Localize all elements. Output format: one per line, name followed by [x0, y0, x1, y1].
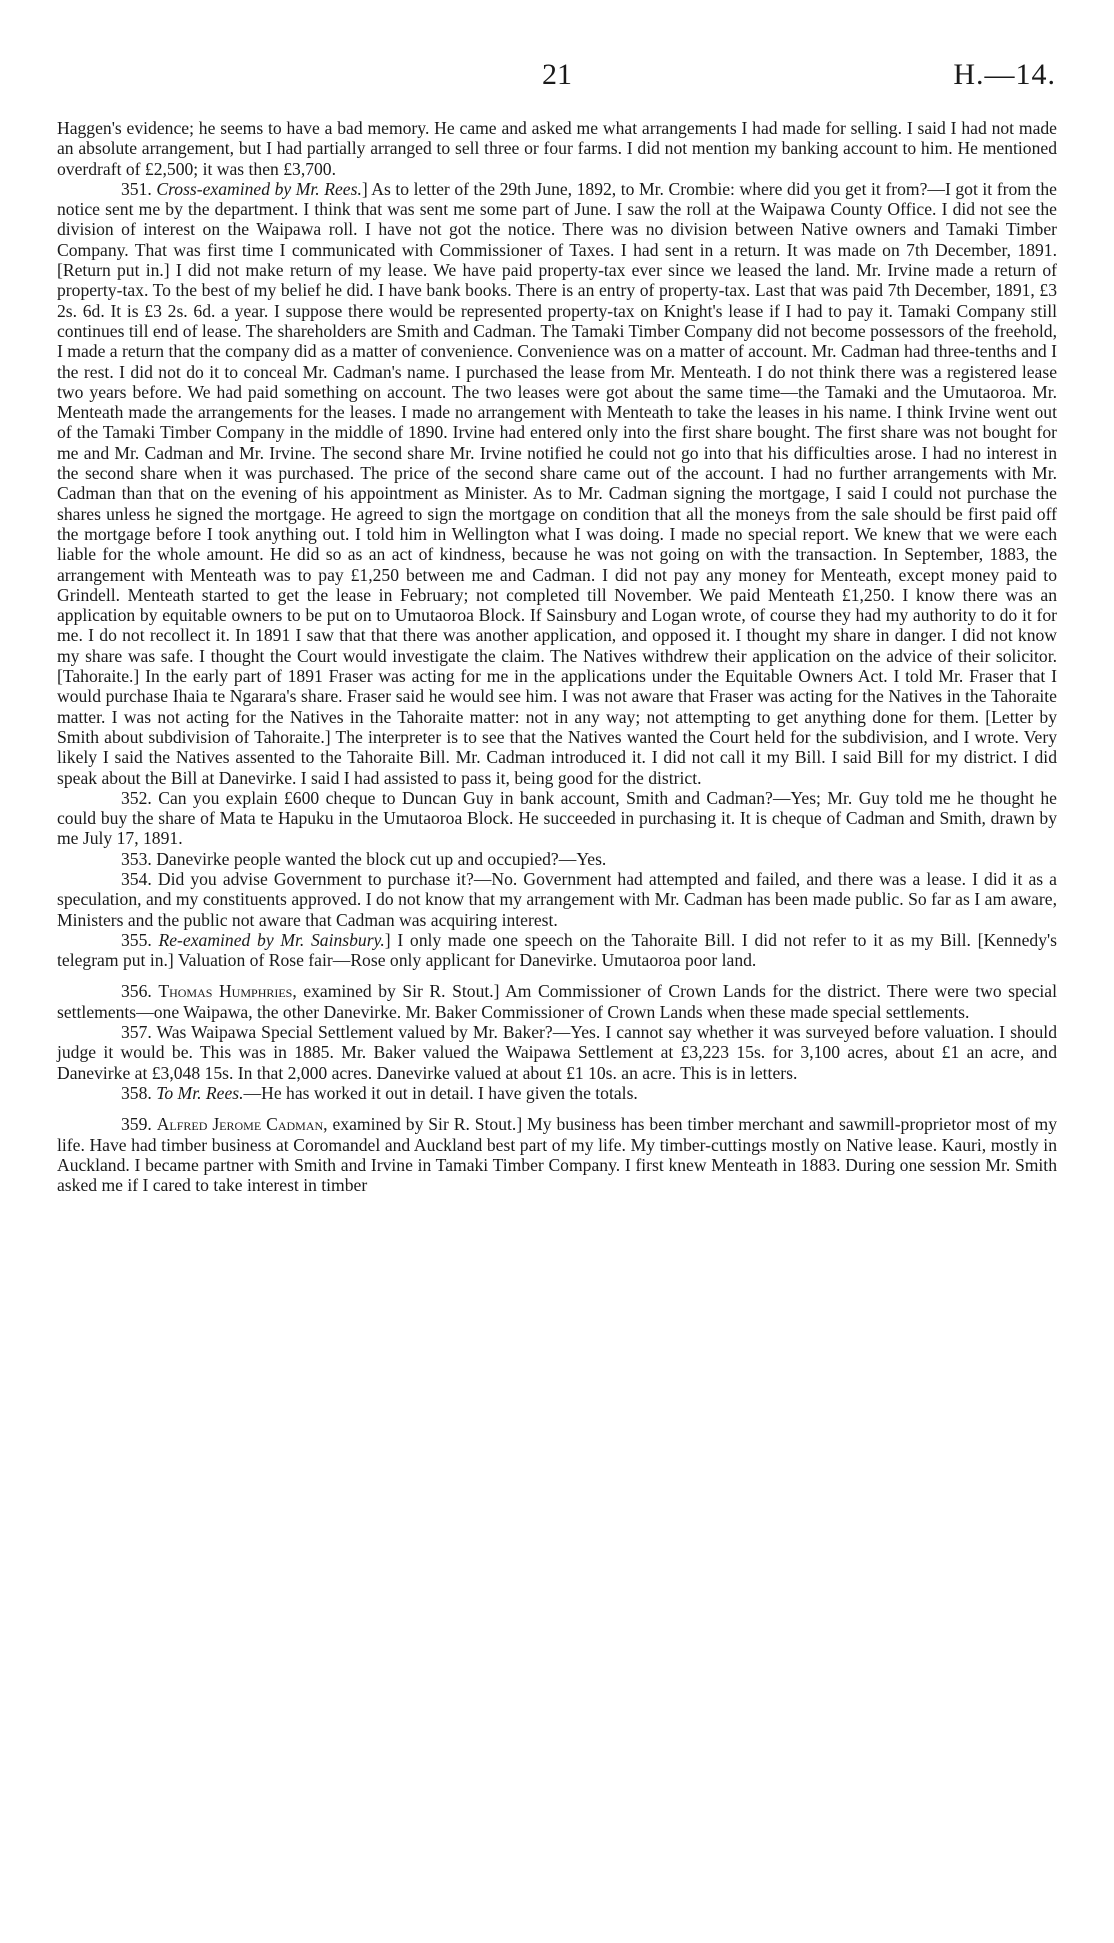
paragraph-text: 355.: [121, 929, 159, 950]
paragraph-text: 358.: [121, 1082, 157, 1103]
paragraph-text: ] I only made one speech on the Tahoraite Bill. I did not refer to it as my Bill. [Kennedy's telegram put in.] Valuation of Rose fair—Rose only applicant for Danevirke. Umutaoroa poor land.: [57, 929, 1058, 971]
paragraph-text: 351.: [121, 178, 157, 199]
paragraph-359: [57, 1114, 1057, 1195]
paragraph-text: 354. Did you advise Government to purchase it?—No. Government had attempted and failed, and there was a lease. I did it as a speculation, and my constituents approved. I do not know that my arrangement with Mr. Cadman has been made public. So far as I am aware, Ministers and the public not aware that Cadman was acquiring interest.: [57, 868, 1057, 930]
paragraph-357: [57, 1022, 1057, 1083]
paragraph-text: —He has worked it out in detail. I have given the totals.: [243, 1082, 638, 1103]
examiner-phrase: Cross-examined by Mr. Rees.: [156, 178, 362, 199]
paragraph-358: [57, 1083, 1057, 1103]
page-number: 21: [542, 58, 572, 91]
paragraph-text: , examined by Sir R. Stout.] My business has been timber merchant and sawmill-proprietor most of my life. Have had timber business at Coromandel and Auckland best part of my life. My timber-cuttings mostly on Native lease. Kauri, mostly in Auckland. I became partner with Smith and Irvine in Tamaki Timber Company. I first knew Menteath in 1883. During one session Mr. Smith asked me if I cared to take interest in timber: [57, 1114, 1057, 1196]
witness-name: Thomas Humphries: [158, 981, 293, 1002]
paragraph-351: [57, 179, 1057, 788]
paragraph-text: 359.: [121, 1114, 157, 1135]
paragraph-text: 352. Can you explain £600 cheque to Duncan Guy in bank account, Smith and Cadman?—Yes; Mr. Guy told me he thought he could buy the share of Mata te Hapuku in the Umutaoroa Block. He succeeded in purchasing it. It is cheque of Cadman and Smith, drawn by me July 17, 1891.: [57, 787, 1057, 849]
paper-reference: H.—14.: [953, 58, 1056, 91]
paragraph-354: [57, 869, 1057, 930]
paragraph-text: Haggen's evidence; he seems to have a bad memory. He came and asked me what arrangements I had made for selling. I said I had not made an absolute arrangement, but I had partially arranged to sell three or four farms. I did not mention my banking account to him. He mentioned overdraft of £2,500; it was then £3,700.: [57, 118, 1057, 179]
page-header: [0, 58, 1114, 98]
paragraph-text: ] As to letter of the 29th June, 1892, to Mr. Crombie: where did you get it from?—I got it from the notice sent me by the department. I think that was sent me some part of June. I saw the roll at the Waipawa County Office. I did not see the division of interest on the Waipawa roll. I have not got the notice. There was no division between Native owners and Tamaki Timber Company. That was first time I communicated with Commissioner of Taxes. I had sent in a return. It was made on 7th December, 1891. [Return put in.] I did not make return of my lease. We have paid property-tax ever since we leased the land. Mr. Irvine made a return of property-tax. To the best of my belief he did. I have bank books. There is an entry of property-tax. Last that was paid 7th December, 1891, £3 2s. 6d. It is £3 2s. 6d. a year. I suppose there would be represented property-tax on Knight's lease if I had to pay it. Tamaki Company still continues till end of lease. The shareholders are Smith and Cadman. The Tamaki Timber Company did not become possessors of the freehold, I made a return that the company did as a matter of convenience. Convenience was on a matter of account. Mr. Cadman had three-tenths and I the rest. I did not do it to conceal Mr. Cadman's name. I purchased the lease from Mr. Menteath. I do not think there was a registered lease two years before. We had paid something on account. The two leases were got about the same time—the Tamaki and the Umutaoroa. Mr. Menteath made the arrangements for the leases. I made no arrangement with Menteath to take the leases in his name. I think Irvine went out of the Tamaki Timber Company in the middle of 1890. Irvine had entered only into the first share bought. The first share was not bought for me and Mr. Cadman and Mr. Irvine. The second share Mr. Irvine notified he could not go into that his difficulties arose. I had no interest in the second share when it was purchased. The price of the second share came out of the account. I had no further arrangements with Mr. Cadman than that on the evening of his appointment as Minister. As to Mr. Cadman signing the mortgage, I said I could not purchase the shares unless he signed the mortgage. He agreed to sign the mortgage on condition that all the moneys from the sale should be first paid off the mortgage before I took anything out. I told him in Wellington what I was doing. I made no special report. We knew that we were each liable for the whole amount. He did so as an act of kindness, because he was not going on with the transaction. In September, 1883, the arrangement with Menteath was to pay £1,250 between me and Cadman. I did not pay any money for Menteath, except money paid to Grindell. Menteath started to get the lease in February; not completed till November. We paid Menteath £1,250. I know there was an application by equitable owners to be put on to Umutaoroa Block. If Sainsbury and Logan wrote, of course they had my authority to do it for me. I do not recollect it. In 1891 I saw that that there was another application, and opposed it. I thought my share in danger. I did not know my share was safe. I thought the Court would investigate the claim. The Natives withdrew their application on the advice of their solicitor. [Tahoraite.] In the early part of 1891 Fraser was acting for me in the applications under the Equitable Owners Act. I told Mr. Fraser that I would purchase Ihaia te Ngarara's share. Fraser said he would see him. I was not aware that Fraser was acting for the Natives in the Tahoraite matter. I was not acting for the Natives in the Tahoraite matter: not in any way; not attempting to get anything done for them. [Letter by Smith about subdivision of Tahoraite.] The interpreter is to see that the Natives wanted the Court held for the subdivision, and I wrote. Very likely I said the Natives assented to the Tahoraite Bill. Mr. Cadman introduced it. I did not call it my Bill. I said Bill for my district. I did speak about the Bill at Danevirke. I said I had assisted to pass it, being good for the district.: [57, 178, 1057, 788]
paragraph-356: [57, 981, 1057, 1022]
document-body: [57, 118, 1057, 1195]
paragraph-continuation: [57, 118, 1057, 179]
paragraph-text: 353. Danevirke people wanted the block cut up and occupied?—Yes.: [121, 848, 607, 869]
paragraph-352: [57, 788, 1057, 849]
paragraph-text: , examined by Sir R. Stout.] Am Commissioner of Crown Lands for the district. There were two special settlements—one Waipawa, the other Danevirke. Mr. Baker Commissioner of Crown Lands when these made special settlements.: [57, 981, 1058, 1022]
paragraph-text: 357. Was Waipawa Special Settlement valued by Mr. Baker?—Yes. I cannot say whether it was surveyed before valuation. I should judge it would be. This was in 1885. Mr. Baker valued the Waipawa Settlement at £3,223 15s. for 3,100 acres, about £1 an acre, and Danevirke at £3,048 15s. In that 2,000 acres. Danevirke valued at about £1 10s. an acre. This is in letters.: [57, 1022, 1057, 1083]
examiner-phrase: To Mr. Rees.: [156, 1082, 244, 1103]
paragraph-text: 356.: [121, 981, 159, 1002]
examiner-phrase: Re-examined by Mr. Sainsbury.: [158, 929, 385, 950]
witness-name: Alfred Jerome Cadman: [156, 1114, 324, 1135]
paragraph-353: [57, 849, 1057, 869]
paragraph-355: [57, 930, 1057, 971]
